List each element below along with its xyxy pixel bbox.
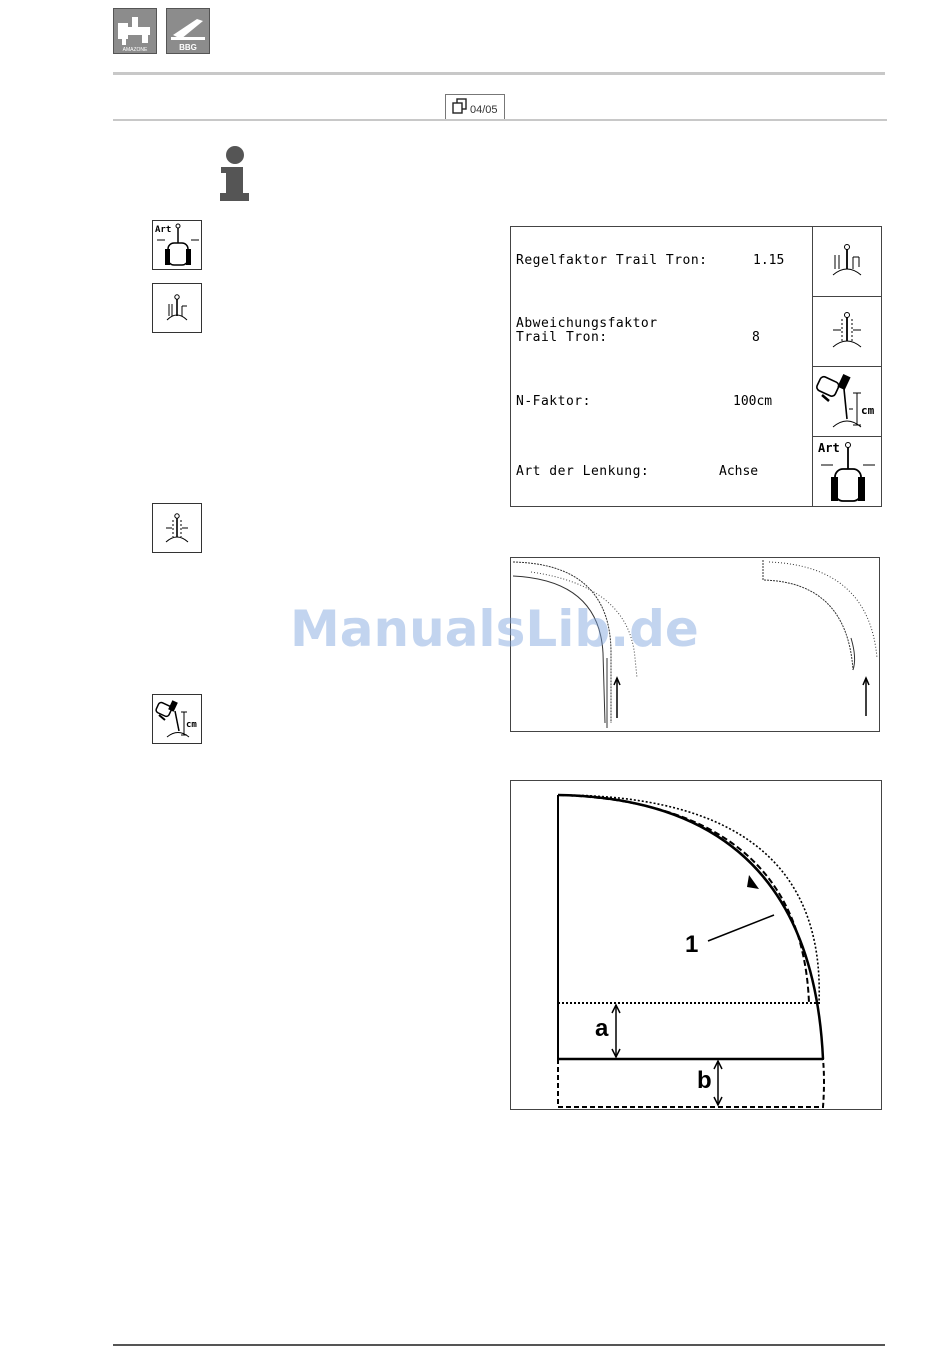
art-der-lenkung-icon	[152, 220, 202, 270]
label-b: b	[697, 1067, 712, 1094]
softkey-regelfaktor[interactable]	[813, 227, 882, 297]
footer-rule	[113, 1344, 885, 1346]
abweichungsfaktor-icon	[813, 297, 882, 366]
amazone-logo	[113, 8, 157, 54]
abweichungsfaktor-icon	[152, 503, 202, 553]
watermark: ManualsLib.de	[290, 600, 699, 658]
terminal-display	[510, 226, 882, 507]
label-a: a	[595, 1015, 609, 1042]
regelfaktor-value: 1.15	[753, 253, 785, 268]
art-label: Art	[155, 225, 172, 235]
logo-left-text: AMAZONE	[122, 47, 148, 53]
header-rule	[113, 72, 885, 75]
bbg-logo	[166, 8, 210, 54]
version-text: 04/05	[470, 104, 498, 116]
section-rule	[113, 119, 887, 121]
terminal-cm-label: cm	[861, 404, 875, 417]
label-1: 1	[685, 931, 699, 958]
softkey-art-der-lenkung[interactable]	[813, 437, 882, 506]
n-faktor-value: 100cm	[733, 394, 773, 409]
curve-radius-figure	[510, 780, 882, 1110]
terminal-art-label: Art	[818, 441, 840, 455]
cm-label: cm	[186, 720, 197, 730]
softkey-abweichungsfaktor[interactable]	[813, 297, 882, 367]
softkey-column	[812, 227, 882, 506]
regelfaktor-icon	[152, 283, 202, 333]
abweichungsfaktor-value: 8	[752, 330, 760, 345]
pages-icon	[452, 98, 468, 114]
abweichungsfaktor-label-line2: Trail Tron:	[516, 330, 608, 345]
art-der-lenkung-label: Art der Lenkung:	[516, 464, 650, 479]
n-faktor-icon	[813, 367, 882, 436]
softkey-n-faktor[interactable]	[813, 367, 882, 437]
version-box	[445, 94, 505, 120]
abweichungsfaktor-label-line1: Abweichungsfaktor	[516, 316, 658, 331]
art-der-lenkung-value: Achse	[719, 464, 759, 479]
regelfaktor-label: Regelfaktor Trail Tron:	[516, 253, 708, 268]
art-der-lenkung-icon	[813, 437, 882, 506]
n-faktor-icon	[152, 694, 202, 744]
n-faktor-label: N-Faktor:	[516, 394, 591, 409]
logo-right-text: BBG	[179, 43, 197, 52]
regelfaktor-icon	[813, 227, 882, 296]
info-icon	[218, 145, 252, 203]
